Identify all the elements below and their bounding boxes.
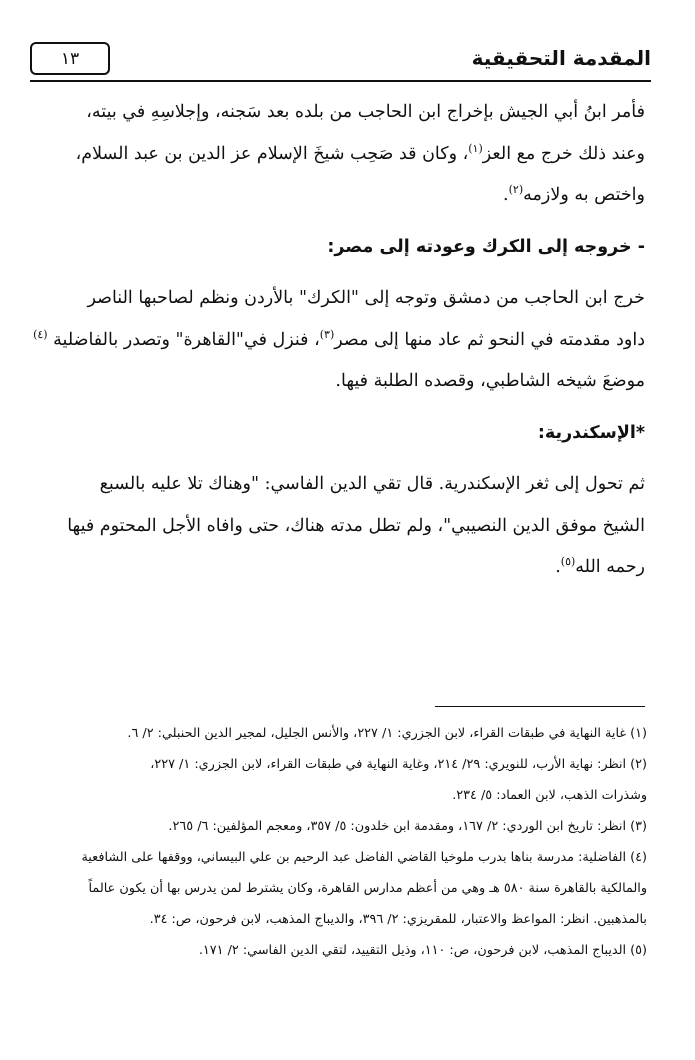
text-line (40, 92, 645, 134)
footnote-line: (١) غاية النهاية في طبقات القراء، لابن الجزري: ١/ ٢٢٧، والأنس الجليل، لمجير الدين الحنبلي: ٢/ ٦. (127, 726, 647, 741)
text-line (40, 361, 645, 403)
footnote-line: بالمذهبين. انظر: المواعظ والاعتبار، للمقريزي: ٢/ ٣٩٦، والديباج المذهب، لابن فرحون، ص: ٣٤. (149, 912, 647, 927)
text-line (40, 464, 645, 506)
text-span: ، فنزل في"القاهرة" وتصدر بالفاضلية (47, 329, 320, 350)
section-heading: *الإسكندرية: (537, 422, 645, 443)
text-line (40, 278, 645, 320)
footnote-ref[interactable]: (٥) (560, 555, 576, 569)
text-line (40, 506, 645, 548)
text-span: ، وكان قد صَحِب شيخَ الإسلام عز الدين بن عبد السلام، (75, 143, 469, 164)
text-span: واختص به ولازمه (523, 185, 645, 205)
text-line (40, 547, 645, 589)
footnote-ref[interactable]: (٤) (33, 327, 48, 341)
text-span: موضعَ شيخه الشاطبي، وقصده الطلبة فيها. (335, 371, 645, 391)
text-line (33, 320, 645, 362)
text-line (40, 175, 645, 217)
footnote-line: (٥) الديباج المذهب، لابن فرحون، ص: ١١٠، وذيل التقييد، لتقي الدين الفاسي: ٢/ ١٧١. (198, 943, 647, 958)
page-number-box (30, 42, 110, 75)
footnote-line: وشذرات الذهب، لابن العماد: ٥/ ٢٣٤. (452, 788, 647, 803)
text-span: . (555, 557, 561, 577)
footnote-line: (٤) الفاضلية: مدرسة بناها بدرب ملوخيا القاضي الفاضل عبد الرحيم بن علي البيساني، ووقفها على الشافعية (81, 850, 647, 865)
text-span: فأمر ابنُ أبي الجيش بإخراج ابن الحاجب من بلده بعد سَجنه، وإجلاسِهِ في بيته، (86, 102, 645, 122)
main-text (33, 92, 645, 589)
text-span: رحمه الله (575, 557, 645, 577)
footnote-line: والمالكية بالقاهرة سنة ٥٨٠ هـ وهي من أعظم مدارس القاهرة، وكان يشترط لمن يدرس بها أن يكون عالماً (88, 881, 647, 896)
page-number: ١٣ (60, 48, 80, 69)
text-span: . (503, 185, 509, 205)
footnote-separator (435, 706, 645, 707)
text-span: خرج ابن الحاجب من دمشق وتوجه إلى "الكرك" بالأردن ونظم لصاحبها الناصر (87, 288, 645, 308)
footnote-ref[interactable]: (١) (468, 141, 483, 155)
text-span: وعند ذلك خرج مع العز (482, 143, 645, 164)
text-span: ثم تحول إلى ثغر الإسكندرية. قال تقي الدين الفاسي: "وهناك تلا عليه بالسبع (99, 474, 645, 494)
section-heading: - خروجه إلى الكرك وعودته إلى مصر: (327, 236, 645, 257)
footnote-ref[interactable]: (٢) (508, 183, 524, 197)
text-span: داود مقدمته في النحو ثم عاد منها إلى مصر (334, 329, 645, 350)
chapter-title: المقدمة التحقيقية (471, 46, 651, 70)
text-line (40, 134, 645, 176)
footnote-line: (٢) انظر: نهاية الأرب، للنويري: ٢٩/ ٢١٤، وغاية النهاية في طبقات القراء، لابن الجزري: ١/ ٢٢٧، (150, 757, 647, 772)
footnotes (40, 718, 647, 966)
footnote-line: (٣) انظر: تاريخ ابن الوردي: ٢/ ١٦٧، ومقدمة ابن خلدون: ٥/ ٣٥٧، ومعجم المؤلفين: ٦/ ٢٦٥. (168, 819, 647, 834)
footnote-ref[interactable]: (٣) (319, 327, 335, 341)
running-header (30, 42, 651, 82)
text-span: الشيخ موفق الدين النصيبي"، ولم تطل مدته هناك، حتى وافاه الأجل المحتوم فيها (67, 515, 645, 536)
